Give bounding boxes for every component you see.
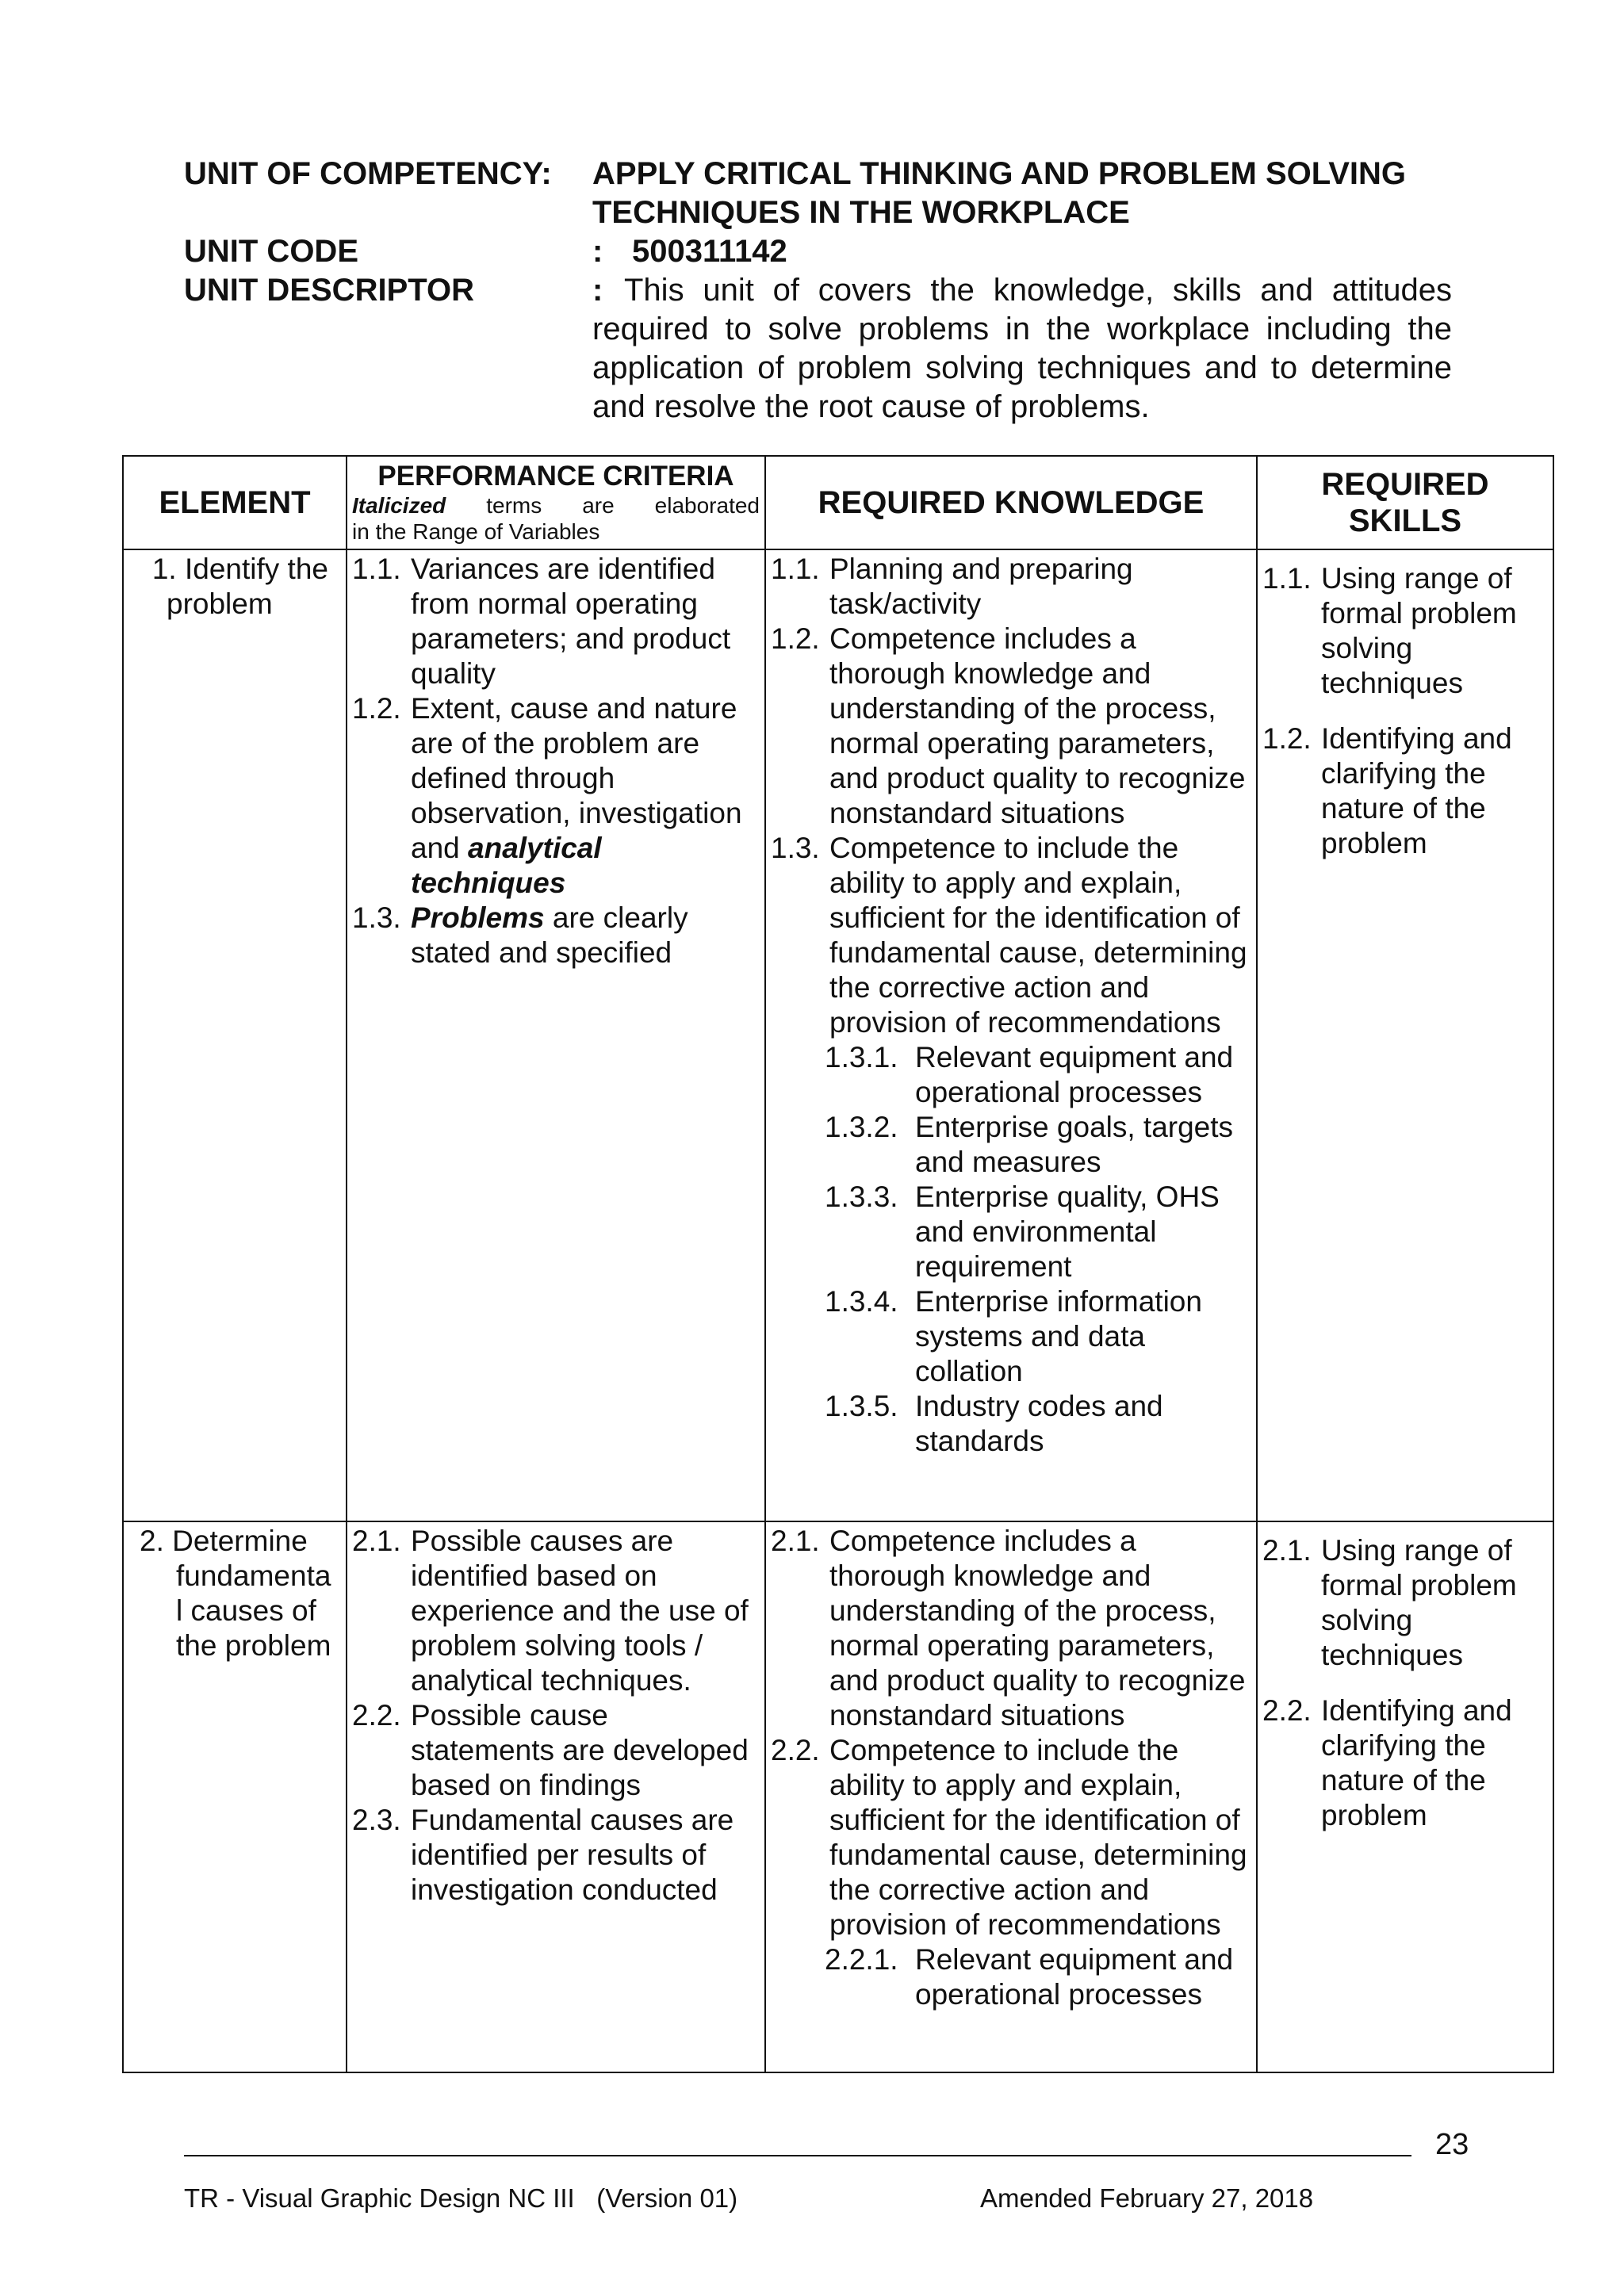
- criteria-cell: [347, 1521, 765, 2072]
- criteria-cell: [347, 549, 765, 1521]
- skills-cell: [1257, 549, 1553, 1521]
- list-item: [1262, 1533, 1548, 1673]
- item-text: [411, 901, 760, 970]
- item-text: Enterprise information systems and data collation: [915, 1285, 1202, 1387]
- italicized-term: Italicized: [352, 493, 446, 518]
- element-line: problem: [167, 587, 273, 620]
- item-text: Fundamental causes are identified per results of investigation conducted: [411, 1804, 734, 1906]
- unit-descriptor-text: This unit of covers the knowledge, skills and attitudes required to solve problems in the workplace including the application of problem solving techniques and to determine and resolve the root cause of problems.: [592, 273, 1452, 424]
- item-text-part: are clearly stated and specified: [411, 901, 688, 969]
- list-item: [1262, 721, 1548, 861]
- item-number: 1.1.: [771, 553, 820, 585]
- page-number: 23: [1435, 2128, 1469, 2161]
- item-text: Competence includes a thorough knowledge and understanding of the process, normal operating parameters, and product quality to recognize nonstandard situations: [829, 1525, 1246, 1732]
- list-item: [352, 552, 760, 691]
- list-item: [771, 1524, 1251, 1733]
- unit-code-row: [184, 232, 1484, 271]
- item-number: 2.2.: [771, 1734, 820, 1766]
- header-performance-criteria: [347, 456, 765, 549]
- unit-code-colon: :: [592, 234, 603, 269]
- item-text-part: Extent, cause and nature are of the problem are defined through observation, investigation and: [411, 692, 742, 864]
- item-text: Identifying and clarifying the nature of the problem: [1321, 722, 1512, 859]
- item-number: 1.2.: [771, 622, 820, 655]
- unit-descriptor-label: UNIT DESCRIPTOR: [184, 273, 474, 308]
- item-number: 1.3.: [771, 832, 820, 864]
- element-2: [124, 1522, 346, 1663]
- item-text: Using range of formal problem solving techniques: [1321, 562, 1517, 699]
- item-text: Possible cause statements are developed based on findings: [411, 1699, 749, 1801]
- item-text: Competence to include the ability to apply and explain, sufficient for the identification of fundamental cause, determining the corrective action and provision of recommendations: [829, 1734, 1247, 1941]
- item-text: Using range of formal problem solving techniques: [1321, 1534, 1517, 1671]
- header-element: ELEMENT: [123, 456, 347, 549]
- unit-descriptor-row: [184, 271, 1484, 427]
- item-number: 1.3.: [352, 901, 401, 934]
- element-line: l causes of: [176, 1594, 316, 1627]
- item-number: 1.3.2.: [825, 1111, 898, 1143]
- list-item: [352, 901, 760, 970]
- item-number: 2.1.: [352, 1525, 401, 1557]
- list-item: [1262, 561, 1548, 701]
- element-number: 2.: [140, 1525, 164, 1557]
- item-text: Planning and preparing task/activity: [829, 553, 1133, 620]
- unit-of-competency-line2: TECHNIQUES IN THE WORKPLACE: [592, 195, 1130, 230]
- unit-code-label: UNIT CODE: [184, 234, 358, 269]
- item-number: 1.3.3.: [825, 1181, 898, 1213]
- item-text: Possible causes are identified based on experience and the use of problem solving tools / analytical techniques.: [411, 1525, 749, 1697]
- sub-list-item: [771, 1942, 1251, 2012]
- item-number: 1.1.: [1262, 562, 1312, 595]
- list-item: [352, 1803, 760, 1908]
- item-number: 2.2.: [352, 1699, 401, 1732]
- item-number: 1.3.5.: [825, 1390, 898, 1422]
- item-text: Relevant equipment and operational processes: [915, 1943, 1234, 2011]
- performance-note-rest: terms are elaborated: [446, 493, 760, 518]
- sub-list-item: [771, 1284, 1251, 1389]
- knowledge-cell: [765, 549, 1257, 1521]
- header-required-knowledge: REQUIRED KNOWLEDGE: [765, 456, 1257, 549]
- range-of-variables-term: Problems: [411, 901, 545, 934]
- item-number: 2.1.: [771, 1525, 820, 1557]
- unit-of-competency-label: UNIT OF COMPETENCY:: [184, 156, 552, 191]
- unit-code-value: 500311142: [632, 234, 787, 269]
- list-item: [771, 831, 1251, 1040]
- sub-list-item: [771, 1180, 1251, 1284]
- list-item: [352, 691, 760, 901]
- item-number: 1.3.4.: [825, 1285, 898, 1318]
- item-text: Competence to include the ability to apply and explain, sufficient for the identification of fundamental cause, determining the corrective action and provision of recommendations: [829, 832, 1247, 1039]
- performance-criteria-title: PERFORMANCE CRITERIA: [377, 461, 734, 492]
- item-number: 1.3.1.: [825, 1041, 898, 1073]
- list-item: [352, 1524, 760, 1698]
- footer-amended-date: Amended February 27, 2018: [980, 2183, 1314, 2213]
- item-number: 2.1.: [1262, 1534, 1312, 1567]
- item-text: Competence includes a thorough knowledge and understanding of the process, normal operating parameters, and product quality to recognize nonstandard situations: [829, 622, 1246, 829]
- item-text: Identifying and clarifying the nature of the problem: [1321, 1694, 1512, 1831]
- item-number: 1.2.: [1262, 722, 1312, 755]
- item-number: 2.2.1.: [825, 1943, 898, 1976]
- knowledge-cell: [765, 1521, 1257, 2072]
- footer-document-title: TR - Visual Graphic Design NC III (Version 01): [184, 2183, 738, 2213]
- footer-rule: [184, 2155, 1411, 2156]
- element-cell: [123, 1521, 347, 2072]
- element-number: 1.: [151, 553, 177, 585]
- table-header-row: [123, 456, 1553, 549]
- performance-criteria-note: [347, 492, 764, 519]
- list-item: [771, 622, 1251, 831]
- element-cell: [123, 549, 347, 1521]
- performance-criteria-note-line2: in the Range of Variables: [352, 519, 600, 544]
- element-line: Determine: [172, 1525, 308, 1557]
- item-text: Enterprise quality, OHS and environmental requirement: [915, 1181, 1220, 1283]
- table-row: [123, 549, 1553, 1521]
- list-item: [771, 552, 1251, 622]
- item-text: Relevant equipment and operational processes: [915, 1041, 1234, 1108]
- unit-descriptor-colon: :: [592, 273, 603, 308]
- skills-cell: [1257, 1521, 1553, 2072]
- item-number: 2.3.: [352, 1804, 401, 1836]
- sub-list-item: [771, 1040, 1251, 1110]
- element-line: Identify the: [184, 553, 328, 585]
- unit-of-competency-line1: APPLY CRITICAL THINKING AND PROBLEM SOLVING: [592, 156, 1406, 191]
- item-number: 1.2.: [352, 692, 401, 725]
- sub-list-item: [771, 1110, 1251, 1180]
- competency-table: [122, 455, 1554, 2073]
- element-line: the problem: [176, 1629, 331, 1662]
- item-text: Enterprise goals, targets and measures: [915, 1111, 1234, 1178]
- item-text: Variances are identified from normal operating parameters; and product quality: [411, 553, 731, 690]
- list-item: [352, 1698, 760, 1803]
- item-number: 1.1.: [352, 553, 401, 585]
- unit-of-competency-row: [184, 155, 1484, 193]
- item-text: Industry codes and standards: [915, 1390, 1163, 1457]
- range-of-variables-term: analytical techniques: [411, 832, 602, 899]
- unit-header: [184, 155, 1484, 427]
- sub-list-item: [771, 1389, 1251, 1459]
- element-line: fundamenta: [176, 1559, 331, 1592]
- list-item: [1262, 1693, 1548, 1833]
- table-row: [123, 1521, 1553, 2072]
- list-item: [771, 1733, 1251, 1942]
- item-text: [411, 691, 760, 901]
- element-1: [124, 550, 346, 622]
- header-required-skills: REQUIRED SKILLS: [1257, 456, 1553, 549]
- item-number: 2.2.: [1262, 1694, 1312, 1727]
